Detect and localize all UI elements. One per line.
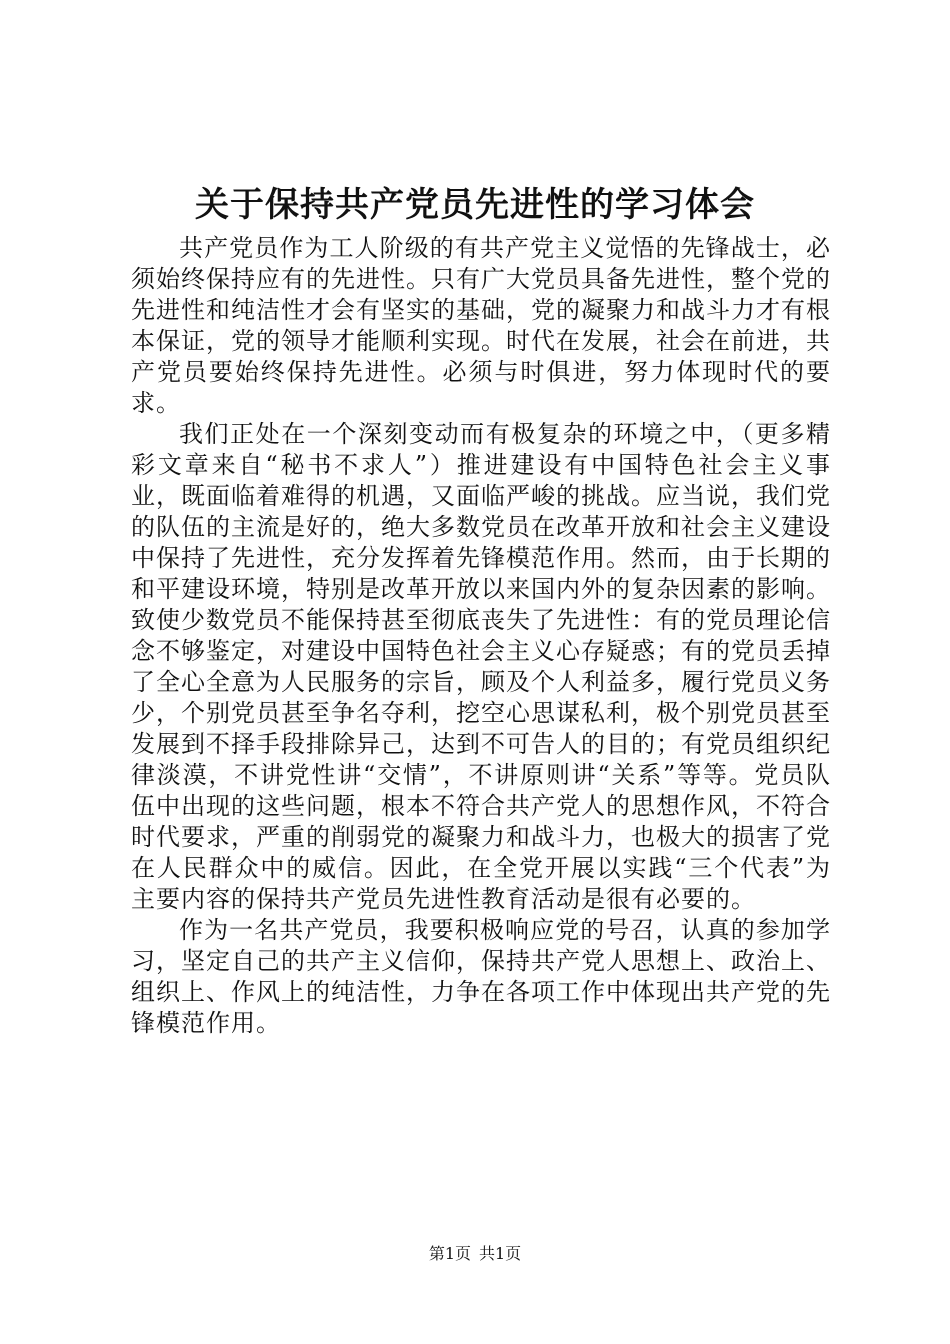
page-footer bbox=[0, 1243, 950, 1265]
document-title: 关于保持共产党员先进性的学习体会 bbox=[195, 185, 755, 225]
paragraph-2: 我们正处在一个深刻变动而有极复杂的环境之中，（更多精彩文章来自“秘书不求人”）推进建设有中国特色社会主义事业，既面临着难得的机遇，又面临严峻的挑战。应当说，我们党的队伍的主流是好的，绝大多数党员在改革开放和社会主义建设中保持了先进性，充分发挥着先锋模范作用。然而，由于长期的和平建设环境，特别是改革开放以来国内外的复杂因素的影响。致使少数党员不能保持甚至彻底丧失了先进性：有的党员理论信念不够鉴定，对建设中国特色社会主义心存疑惑；有的党员丢掉了全心全意为人民服务的宗旨，顾及个人利益多，履行党员义务少，个别党员甚至争名夺利，挖空心思谋私利，极个别党员甚至发展到不择手段排除异己，达到不可告人的目的；有党员组织纪律淡漠，不讲党性讲“交情”，不讲原则讲“关系”等等。党员队伍中出现的这些问题，根本不符合共产党人的思想作风，不符合时代要求，严重的削弱党的凝聚力和战斗力，也极大的损害了党在人民群众中的威信。因此，在全党开展以实践“三个代表”为主要内容的保持共产党员先进性教育活动是很有必要的。 bbox=[131, 420, 831, 913]
page-number: 第1页 bbox=[428, 1244, 471, 1263]
paragraph-3: 作为一名共产党员，我要积极响应党的号召，认真的参加学习，坚定自己的共产主义信仰，保持共产党人思想上、政治上、组织上、作风上的纯洁性，力争在各项工作中体现出共产党的先锋模范作用。 bbox=[131, 916, 831, 1037]
document-body bbox=[131, 233, 831, 1039]
page-total: 共1页 bbox=[479, 1244, 522, 1263]
paragraph-1: 共产党员作为工人阶级的有共产党主义觉悟的先锋战士，必须始终保持应有的先进性。只有广大党员具备先进性，整个党的先进性和纯洁性才会有坚实的基础，党的凝聚力和战斗力才有根本保证，党的领导才能顺利实现。时代在发展，社会在前进，共产党员要始终保持先进性。必须与时俱进，努力体现时代的要求。 bbox=[131, 234, 831, 417]
